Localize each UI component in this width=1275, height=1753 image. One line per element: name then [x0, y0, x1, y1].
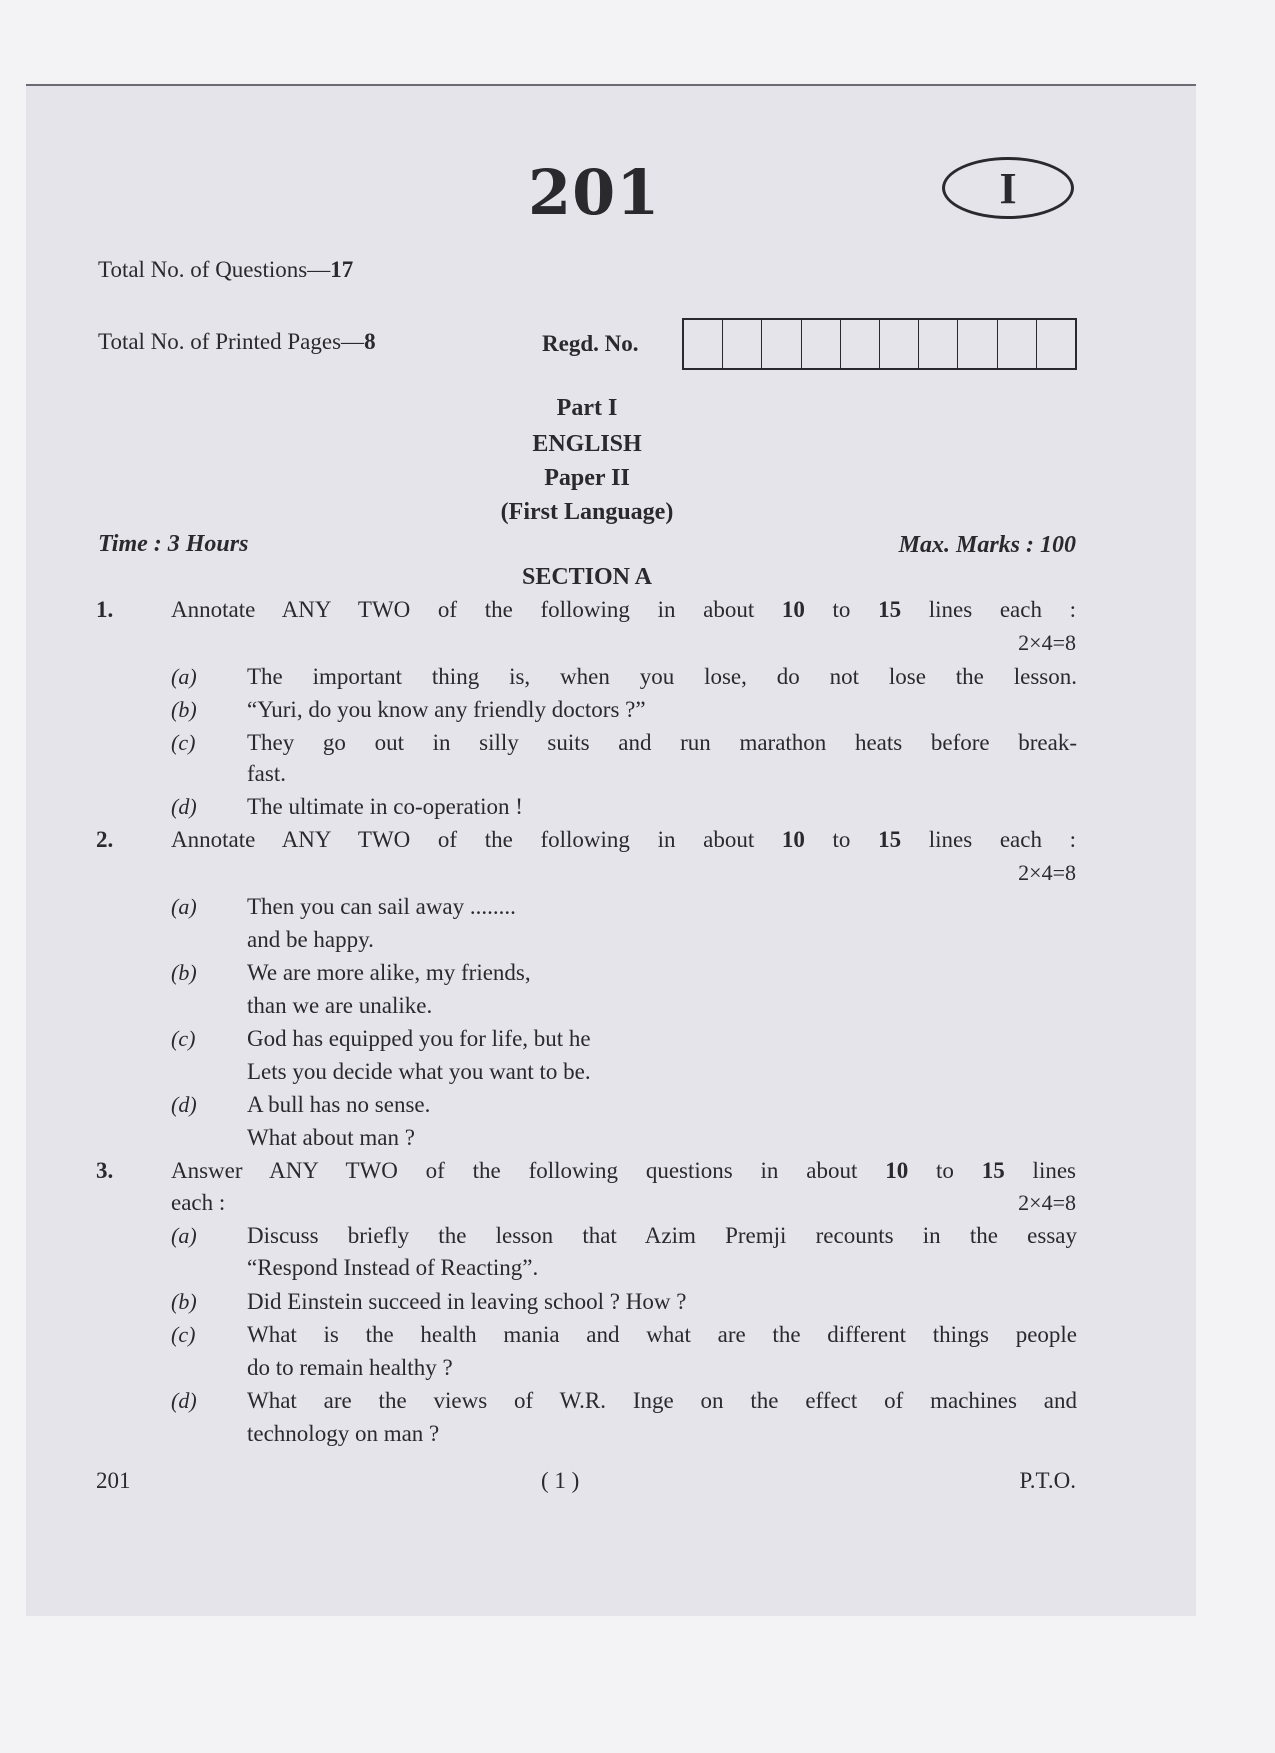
option-text: The ultimate in co-operation ! — [247, 794, 523, 819]
question-text: Annotate ANY TWO of the following in about 10 to 15 lines each : — [171, 827, 1076, 852]
regd-no-boxes[interactable] — [682, 318, 1077, 370]
subject-title: ENGLISH — [532, 431, 642, 457]
printed-pages-num: 8 — [364, 329, 376, 354]
question-text-continued: each : — [171, 1190, 226, 1215]
set-code: I — [999, 163, 1017, 213]
question-marks: 2×4=8 — [1018, 1190, 1076, 1215]
set-code-oval — [942, 157, 1074, 219]
option-text: “Respond Instead of Reacting”. — [247, 1255, 539, 1280]
option-label: (b) — [171, 1289, 197, 1314]
option-label: (a) — [171, 894, 197, 919]
option-text: What are the views of W.R. Inge on the effect of machines and — [247, 1388, 1077, 1413]
time-allowed: Time : 3 Hours — [98, 531, 249, 557]
option-text: fast. — [247, 761, 286, 786]
footer-paper-code: 201 — [96, 1468, 131, 1493]
option-text: We are more alike, my friends, — [247, 960, 531, 985]
option-label: (a) — [171, 664, 197, 689]
option-text: and be happy. — [247, 927, 374, 952]
option-text: A bull has no sense. — [247, 1092, 431, 1117]
option-text: What is the health mania and what are the different things people — [247, 1322, 1077, 1347]
option-label: (d) — [171, 1388, 197, 1413]
option-text: do to remain healthy ? — [247, 1355, 453, 1380]
option-label: (c) — [171, 730, 196, 755]
total-questions: Total No. of Questions—17 — [98, 257, 354, 282]
question-number: 2. — [96, 827, 114, 852]
option-text: “Yuri, do you know any friendly doctors ?” — [247, 697, 646, 722]
option-text: technology on man ? — [247, 1421, 440, 1446]
question-number: 3. — [96, 1158, 114, 1183]
question-number: 1. — [96, 597, 114, 622]
option-text: What about man ? — [247, 1125, 415, 1150]
option-text: Lets you decide what you want to be. — [247, 1059, 591, 1084]
question-text: Annotate ANY TWO of the following in about 10 to 15 lines each : — [171, 597, 1076, 622]
page-number: ( 1 ) — [541, 1468, 580, 1493]
option-text: The important thing is, when you lose, do not lose the lesson. — [247, 664, 1077, 689]
language-title: (First Language) — [500, 499, 674, 525]
part-title: Part I — [556, 395, 618, 421]
option-label: (a) — [171, 1223, 197, 1248]
option-text: than we are unalike. — [247, 993, 433, 1018]
option-label: (d) — [171, 794, 197, 819]
max-marks: Max. Marks : 100 — [898, 532, 1076, 558]
paper-code: 201 — [528, 156, 661, 229]
option-text: Did Einstein succeed in leaving school ? How ? — [247, 1289, 687, 1314]
total-questions-num: 17 — [330, 257, 354, 282]
question-marks: 2×4=8 — [1018, 860, 1076, 885]
question-text: Answer ANY TWO of the following questions in about 10 to 15 lines — [171, 1158, 1076, 1183]
option-label: (b) — [171, 960, 197, 985]
option-label: (c) — [171, 1026, 196, 1051]
paper-title: Paper II — [544, 465, 630, 491]
section-title: SECTION A — [521, 564, 653, 590]
exam-page — [26, 84, 1196, 1616]
option-text: God has equipped you for life, but he — [247, 1026, 591, 1051]
option-label: (c) — [171, 1322, 196, 1347]
option-label: (b) — [171, 697, 197, 722]
printed-pages: Total No. of Printed Pages—8 — [98, 329, 376, 354]
option-text: Discuss briefly the lesson that Azim Premji recounts in the essay — [247, 1223, 1077, 1248]
option-text: Then you can sail away ........ — [247, 894, 516, 919]
option-label: (d) — [171, 1092, 197, 1117]
regd-no-label: Regd. No. — [542, 331, 639, 356]
pto-note: P.T.O. — [1019, 1468, 1076, 1493]
question-marks: 2×4=8 — [1018, 630, 1076, 655]
option-text: They go out in silly suits and run marathon heats before break- — [247, 730, 1077, 755]
